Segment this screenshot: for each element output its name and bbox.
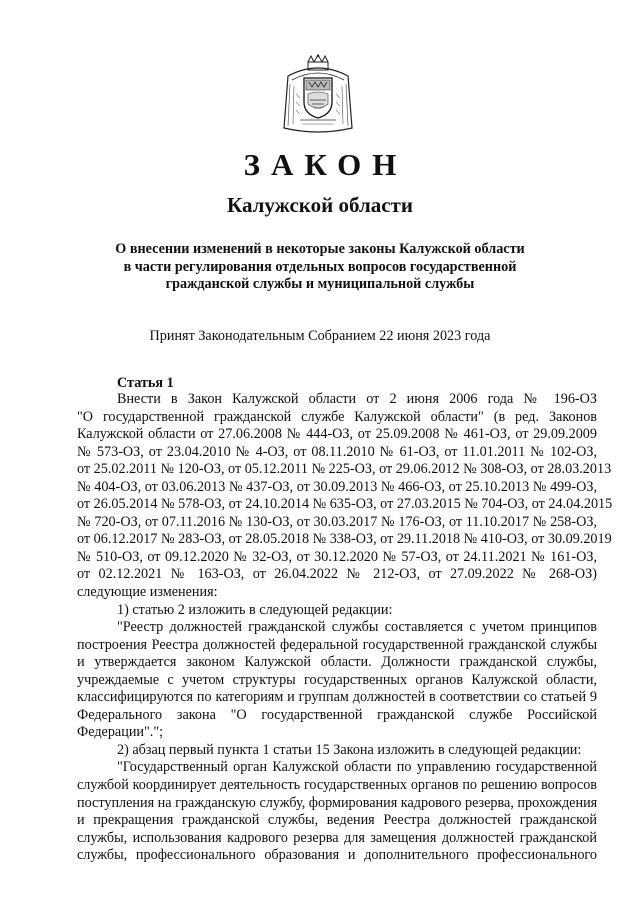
- body-line: следующие изменения:: [77, 584, 218, 601]
- body-line: классифицируются по категориям и группам должностей в соответствии со статьей 9: [77, 689, 597, 706]
- body-line: от 26.05.2014 № 578-ОЗ, от 24.10.2014 № 635-ОЗ, от 27.03.2015 № 704-ОЗ, от 24.04.2015: [77, 496, 613, 513]
- subject-line: О внесении изменений в некоторые законы Калужской области: [115, 241, 525, 257]
- body-line: Федерального закона "О государственной гражданской службе Российской: [77, 706, 597, 723]
- body-line: и прекращения гражданской службы, ведения Реестра должностей гражданской: [77, 812, 597, 829]
- body-line: службой координирует деятельность государственных органов по решению вопросов: [77, 777, 597, 794]
- article-heading: Статья 1: [117, 375, 174, 391]
- body-line: Внести в Закон Калужской области от 2 июня 2006 года № 196-ОЗ: [117, 391, 597, 407]
- body-line: № 720-ОЗ, от 07.11.2016 № 130-ОЗ, от 30.03.2017 № 176-ОЗ, от 11.10.2017 № 258-ОЗ,: [77, 513, 597, 530]
- coat-of-arms-emblem: [282, 54, 354, 136]
- body-line: построения Реестра должностей федеральной государственной гражданской службы: [77, 636, 597, 653]
- law-title: ЗАКОН: [243, 147, 408, 182]
- body-line: "Государственный орган Калужской области по управлению государственной: [117, 759, 597, 776]
- body-line: и утверждается законом Калужской области. Должности гражданской службы,: [77, 654, 597, 671]
- body-line: № 404-ОЗ, от 03.06.2013 № 437-ОЗ, от 30.09.2013 № 466-ОЗ, от 25.10.2013 № 499-ОЗ,: [77, 478, 597, 495]
- body-line: от 02.12.2021 № 163-ОЗ, от 26.04.2022 № 212-ОЗ, от 27.09.2022 № 268-ОЗ): [77, 566, 597, 583]
- subject-line: гражданской службы и муниципальной службы: [165, 276, 475, 292]
- body-line: от 25.02.2011 № 120-ОЗ, от 05.12.2011 № 225-ОЗ, от 29.06.2012 № 308-ОЗ, от 28.03.2013: [77, 461, 612, 478]
- body-line: "О государственной гражданской службе Калужской области" (в ред. Законов: [77, 408, 597, 425]
- coat-of-arms-icon: [282, 54, 354, 136]
- body-line: "Реестр должностей гражданской службы составляется с учетом принципов: [117, 619, 597, 636]
- adoption-date: Принят Законодательным Собранием 22 июня 2023 года: [149, 328, 491, 344]
- body-line: 2) абзац первый пункта 1 статьи 15 Закона изложить в следующей редакции:: [117, 741, 582, 758]
- body-line: поступления на гражданскую службу, формирования кадрового резерва, прохождения: [77, 794, 598, 811]
- body-line: № 510-ОЗ, от 09.12.2020 № 32-ОЗ, от 30.12.2020 № 57-ОЗ, от 24.11.2021 № 161-ОЗ,: [77, 548, 597, 565]
- body-line: 1) статью 2 изложить в следующей редакции:: [117, 601, 393, 618]
- body-line: службы, использования кадрового резерва для замещения должностей гражданской: [77, 829, 597, 846]
- article-body: [77, 391, 613, 865]
- subject-line: в части регулирования отдельных вопросов государственной: [123, 258, 517, 275]
- body-line: от 06.12.2017 № 283-ОЗ, от 28.05.2018 № 338-ОЗ, от 29.11.2018 № 410-ОЗ, от 30.09.2019: [77, 531, 612, 548]
- body-line: Калужской области от 27.06.2008 № 444-ОЗ, от 25.09.2008 № 461-ОЗ, от 29.09.2009: [77, 426, 597, 443]
- body-line: Федерации".";: [77, 724, 164, 741]
- law-subject: [0, 241, 640, 294]
- body-line: учреждаемые с учетом структуры государственных органов Калужской области,: [77, 671, 597, 688]
- body-line: № 573-ОЗ, от 23.04.2010 № 4-ОЗ, от 08.11.2010 № 61-ОЗ, от 11.01.2011 № 102-ОЗ,: [77, 443, 597, 460]
- body-line: службы, профессионального образования и дополнительного профессионального: [77, 847, 597, 864]
- region-name: Калужской области: [227, 193, 413, 217]
